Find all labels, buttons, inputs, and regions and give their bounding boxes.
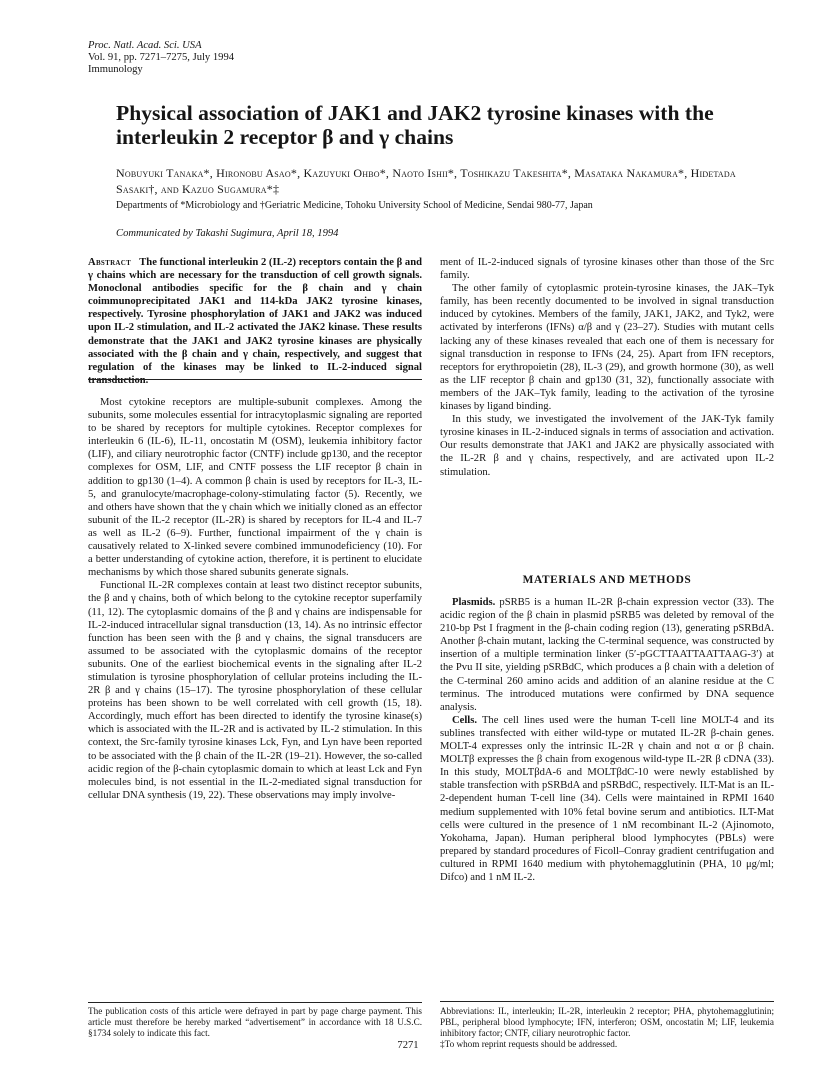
abstract-text: The functional interleukin 2 (IL-2) receptors contain the β and γ chains which are necessary for the transduction of cell growth signals. Monoclonal antibodies specific for the β chain and γ chain coimmunoprecipitated JAK1 and 114-kDa JAK2 tyrosine kinases, respectively. Tyrosine phosphorylation of JAK1 and JAK2 was induced upon IL-2 stimulation, and IL-2 activated the JAK2 kinase. These results demonstrate that the JAK1 and JAK2 tyrosine kinases are physically associated with the β chain and γ chain, respectively, and suggest that regulation of the kinases may be linked to IL-2-induced signal transduction. — [88, 257, 422, 386]
article-title: Physical association of JAK1 and JAK2 tyrosine kinases with the interleukin 2 receptor β and γ chains — [116, 101, 714, 149]
abbreviations-divider — [440, 1001, 774, 1002]
cells-runin: Cells. — [452, 714, 478, 726]
cells-text: The cell lines used were the human T-cell line MOLT-4 and its sublines transfected with either wild-type or mutated IL-2R β-chain genes. MOLT-4 expresses only the intrinsic IL-2R γ chain and not α or β chain. MOLTβ expresses the β chain from exogenous wild-type IL-2R β cDNA (33). In this study, MOLTβdA-6 and MOLTβdC-10 were newly established by stable transfection with pSRBdA and pSRBdC, respectively. ILT-Mat is an IL-2-dependent human T-cell line (34). Cells were maintained in RPMI 1640 medium supplemented with 10% fetal bovine serum and antibiotics. ILT-Mat cells were cultured in the presence of 1 nM recombinant IL-2 (Ajinomoto, Yokohama, Japan). Human peripheral blood lymphocytes (PBLs) were prepared by standard procedures of Ficoll–Conray gradient centrifugation and cultured in RPMI 1640 medium with phytohemagglutinin (PHA, 10 μg/ml; Difco) and 1 nM IL-2. — [440, 714, 774, 883]
methods-heading: MATERIALS AND METHODS — [522, 574, 692, 586]
footnote-divider — [88, 1002, 422, 1003]
publication-cost-footnote: The publication costs of this article were defrayed in part by page charge payment. This article must therefore be hereby marked “advertisement” in accordance with 18 U.S.C. §1734 solely to indicate this fact. — [88, 1006, 422, 1038]
abbreviations-text: Abbreviations: IL, interleukin; IL-2R, interleukin 2 receptor; PHA, phytohemagglutinin; PBL, peripheral blood lymphocyte; IFN, interferon; OSM, oncostatin M; LIF, leukemia inhibitory factor; CNTF, ciliary neurotrophic factor. — [440, 1006, 774, 1038]
methods-section — [440, 596, 774, 884]
communicated-by: Communicated by Takashi Sugimura, April 18, 1994 — [116, 228, 339, 239]
author-list: Nobuyuki Tanaka*, Hironobu Asao*, Kazuyuki Ohbo*, Naoto Ishii*, Toshikazu Takeshita*, Masataka Nakamura*, Hidetada Sasaki†, and Kazuo Sugamura*‡ — [116, 166, 736, 196]
intro-paragraph-2: Functional IL-2R complexes contain at least two distinct receptor subunits, the β and γ chains, both of which belong to the cytokine receptor superfamily (11, 12). The cytoplasmic domains of the β and γ chains are indispensable for IL-2-induced intracellular signal transduction (13, 14). As no intrinsic effector function has been seen with the β and γ chains, the signal transducers are assumed to be associated with the cytoplasmic domains of the receptor subunits. One of the earliest biochemical events in the signaling after IL-2 stimulation is tyrosine phosphorylation of cellular proteins including the IL-2R β and γ chains (15–17). The tyrosine phosphorylation of these cellular proteins has been shown to be well correlated with cell growth (15, 18). Accordingly, much effort has been directed to identify the tyrosine kinase(s) which is associated with the IL-2R and is activated by IL-2 stimulation. In this context, the Src-family tyrosine kinases Lck, Fyn, and Lyn have been reported to be associated with the β chain of the IL-2R (19–21). However, the so-called acidic region of the β-chain cytoplasmic domain to which at least Lck and Fyn molecules bind, is not essential in the IL-2-mediated signal transduction for cellular DNA synthesis (19, 22). These observations may imply involve- — [88, 580, 422, 801]
abstract-paragraph — [88, 256, 422, 387]
study-aim-paragraph: In this study, we investigated the involvement of the JAK-Tyk family tyrosine kinases in IL-2-induced signals in terms of association and activation. Our results demonstrate that JAK1 and JAK2 are physically associated with the IL-2R β and γ chains, respectively, and are activated upon IL-2 stimulation. — [440, 414, 774, 478]
intro-continued — [440, 256, 774, 479]
jak-tyk-paragraph: The other family of cytoplasmic protein-tyrosine kinases, the JAK–Tyk family, has been recently documented to be involved in signal transduction induced by cytokines. Members of the family, JAK1, JAK2, and Tyk2, were activated by interferons (IFNs) α/β and γ (23–27). Studies with mutant cells lacking any of these kinases revealed that each one of them is necessary for signal transduction in response to IFNs (24, 25). Apart from IFN receptors, receptors for erythropoietin (28), IL-3 (29), and growth hormone (30), as well as the LIF receptor β chain and gp130 (31, 32), functionally associate with members of the JAK–Tyk family, leading to the activation of the tyrosine kinases by ligand binding. — [440, 283, 774, 413]
introduction — [88, 396, 422, 802]
journal-name: Proc. Natl. Acad. Sci. USA — [88, 40, 202, 51]
plasmids-paragraph — [440, 596, 774, 714]
plasmids-runin: Plasmids. — [452, 597, 496, 608]
affiliations: Departments of *Microbiology and †Geriatric Medicine, Tohoku University School of Medicine, Sendai 980-77, Japan — [116, 200, 593, 211]
abstract-label: Abstract — [88, 257, 132, 268]
intro-paragraph-1: Most cytokine receptors are multiple-subunit complexes. Among the subunits, some molecules essential for intracytoplasmic signaling are reported to be shared by receptors for multiple cytokines. Receptor complexes for interleukin 6 (IL-6), IL-11, oncostatin M (OSM), leukemia inhibitory factor (LIF), and ciliary neurotrophic factor (CNTF) include gp130, and the receptor complexes for OSM, LIF, and CNTF possess the LIF receptor β chain in addition to gp130 (1–4). A common β chain is used by receptors for IL-3, IL-5, and granulocyte/macrophage-colony-stimulating factor (5). Recently, we and others have shown that the γ chain which we initially cloned as an effector subunit of the IL-2 receptor (IL-2R) is shared by receptors for IL-4 and IL-7 as well as IL-2 (6–9). Further, functional impairment of the γ chain is causatively related to X-linked severe combined immunodeficiency (10). For a better understanding of cytokine action, therefore, it is pertinent to elucidate mechanisms by which those shared subunits generate signals. — [88, 397, 422, 579]
abstract-divider — [88, 379, 422, 380]
journal-section: Immunology — [88, 64, 143, 75]
plasmids-text: pSRB5 is a human IL-2R β-chain expression vector (33). The acidic region of the β chain in plasmid pSRB5 was deleted by removal of the 210-bp Pst I fragment in the β-chain coding region (13), generating pSRBdA. Another β-chain mutant, lacking the C-terminal sequence, was constructed by insertion of a multiple termination linker (5′-pGCTTAATTAATTAAG-3′) at the Pvu II site, yielding pSRBdC, which produces a β chain with a deletion of the C-terminal 260 amino acids and addition of an alanine residue at the C terminus. The introduced mutations were confirmed by DNA sequence analysis. — [440, 597, 774, 713]
reprint-note: ‡To whom reprint requests should be addressed. — [440, 1039, 618, 1049]
intro-continued-paragraph: ment of IL-2-induced signals of tyrosine kinases other than those of the Src family. — [440, 257, 774, 282]
journal-volume: Vol. 91, pp. 7271–7275, July 1994 — [88, 52, 235, 63]
abstract — [88, 256, 422, 387]
cells-paragraph — [440, 714, 774, 884]
journal-header — [88, 40, 234, 76]
page-number: 7271 — [397, 1040, 419, 1051]
